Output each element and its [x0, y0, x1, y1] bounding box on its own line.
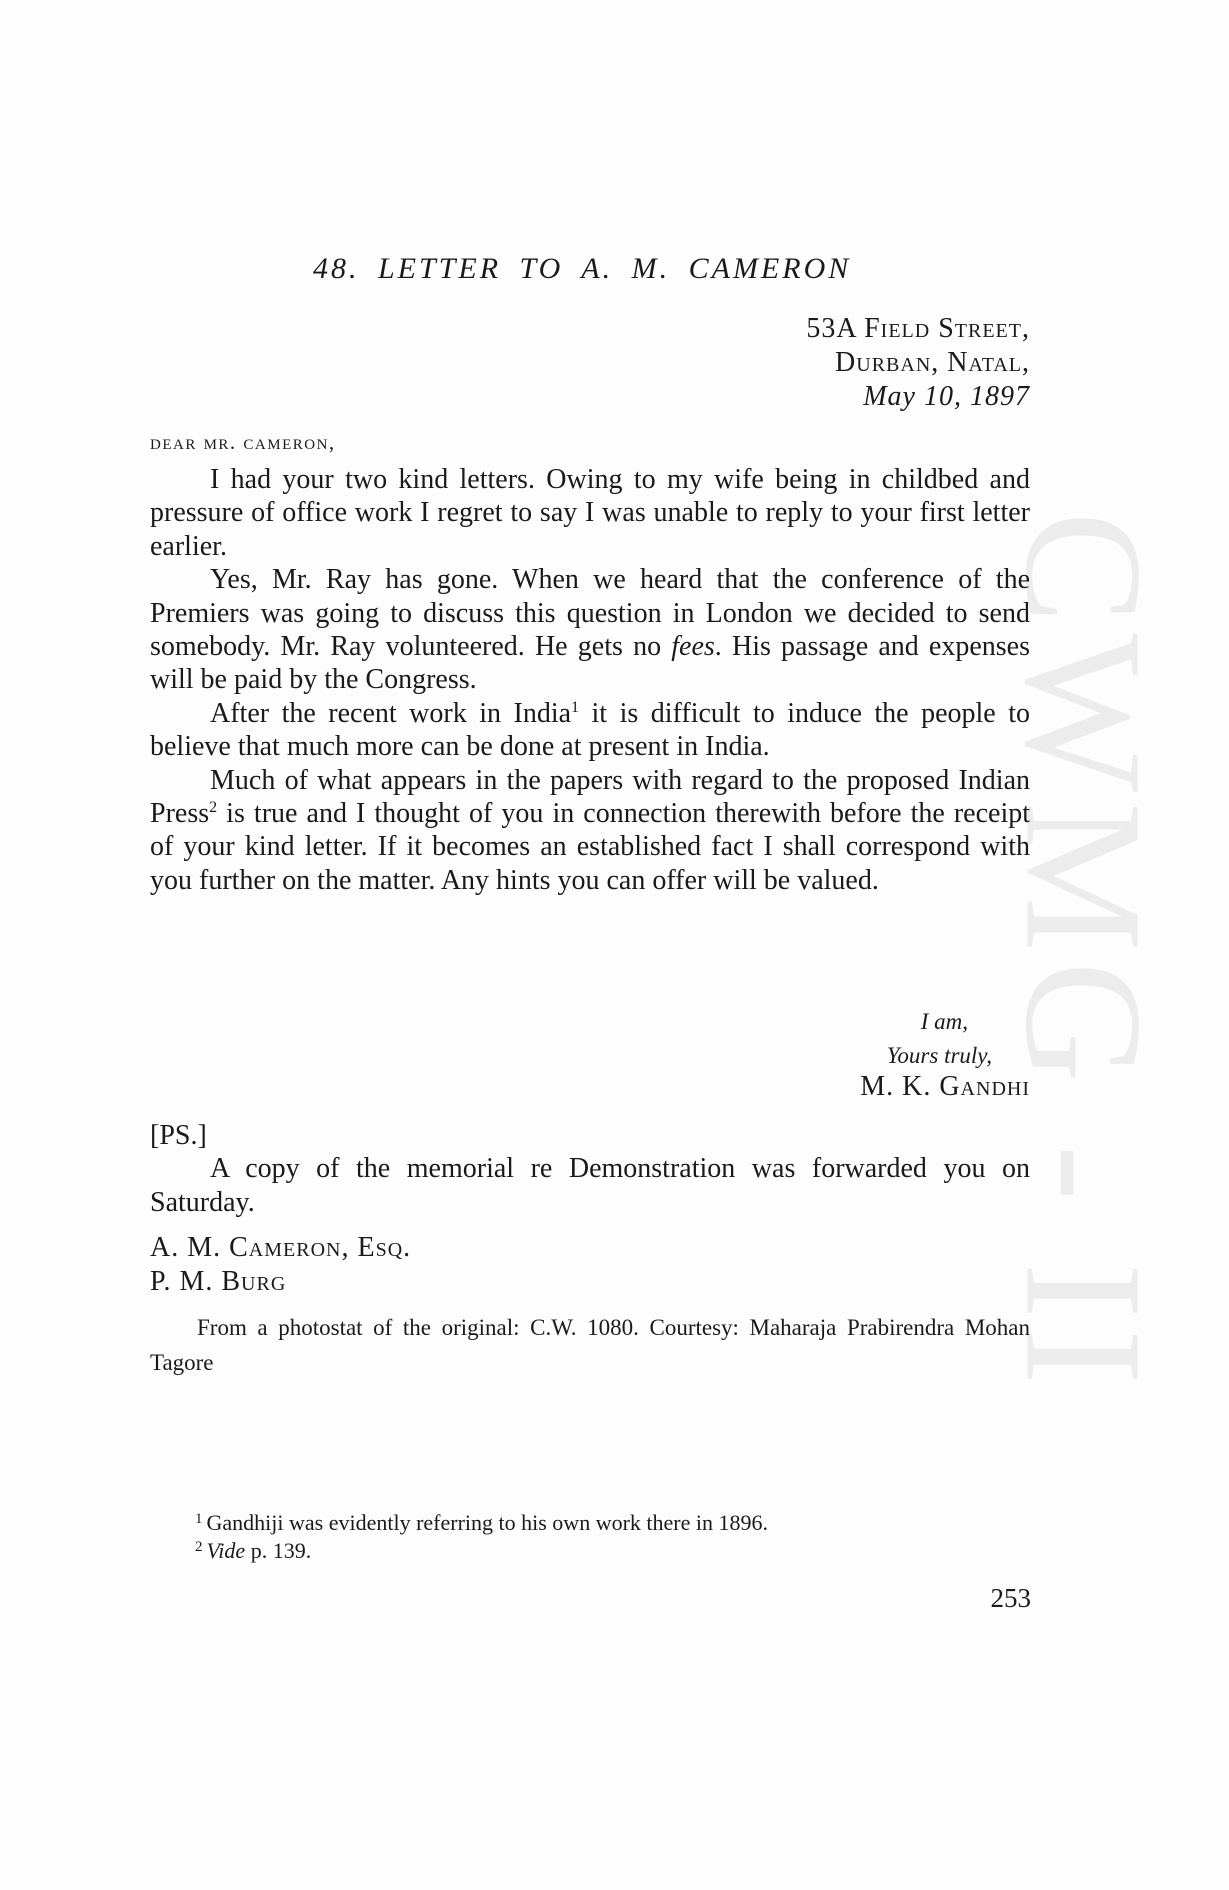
- source-note: [150, 1310, 1030, 1380]
- page-number: 253: [990, 1583, 1031, 1613]
- closing-line-2: Yours truly,: [886, 1043, 992, 1068]
- address-line-2: Durban, Natal,: [835, 347, 1030, 378]
- paragraph-1-text: I had your two kind letters. Owing to my wife being in childbed and pressure of office work I regret to say I was unable to reply to your first letter earlier.: [150, 464, 1030, 562]
- recipients: [150, 1231, 411, 1299]
- paragraph-4-text-a: Much of what appears in the papers with regard to the proposed Indian Press: [150, 764, 1030, 830]
- sender-address: [806, 312, 1030, 414]
- footnote-2-text: p. 139.: [245, 1538, 312, 1563]
- watermark-text: CWMG - II: [990, 511, 1176, 1395]
- postscript-label: [PS.]: [150, 1120, 207, 1151]
- paragraph-2: [150, 563, 1030, 697]
- letter-body: [150, 463, 1030, 897]
- footnote-1-marker: 1: [195, 1511, 203, 1527]
- signature: M. K. Gandhi: [860, 1071, 1030, 1102]
- footnote-2-marker: 2: [195, 1539, 203, 1555]
- address-line-1: 53A Field Street,: [806, 313, 1030, 344]
- footnotes: [195, 1509, 768, 1565]
- watermark: [990, 511, 1176, 1395]
- closing-line-1: I am,: [920, 1009, 968, 1034]
- source-note-text: From a photostat of the original: C.W. 1080. Courtesy: Maharaja Prabirendra Mohan Tagore: [150, 1315, 1030, 1375]
- footnote-ref-1: 1: [571, 698, 580, 716]
- footnote-1: [195, 1509, 768, 1537]
- postscript-text: A copy of the memorial re Demonstration was forwarded you on Saturday.: [150, 1153, 1030, 1218]
- footnote-ref-2: 2: [209, 799, 218, 817]
- letter-heading: [313, 252, 851, 286]
- paragraph-2-text-b: . His passage and expenses will be paid by the Congress.: [150, 631, 1031, 696]
- paragraph-3-text-a: After the recent work in India: [210, 697, 572, 729]
- paragraph-2-text-a: Yes, Mr. Ray has gone. When we heard that the conference of the Premiers was going to discuss this question in London we decided to send somebody. Mr. Ray volunteered. He gets no: [150, 564, 1030, 663]
- paragraph-3-text-b: it is difficult to induce the people to believe that much more can be done at present in India.: [150, 697, 1030, 763]
- footnote-2-emphasis: Vide: [206, 1538, 246, 1563]
- postscript: [150, 1152, 1030, 1220]
- heading-number: 48.: [313, 252, 360, 285]
- closing: [887, 1005, 1030, 1073]
- paragraph-1: [150, 463, 1030, 563]
- heading-title: LETTER TO A. M. CAMERON: [378, 252, 852, 285]
- recipient-line-2: P. M. Burg: [150, 1266, 287, 1297]
- paragraph-4-text-b: is true and I thought of you in connection therewith before the receipt of your kind letter. If it becomes an established fact I shall correspond with you further on the matter. Any hints you can offer will be valued.: [150, 798, 1030, 896]
- footnote-2: [195, 1537, 768, 1565]
- letter-date: May 10, 1897: [863, 381, 1030, 412]
- paragraph-2-emphasis: fees: [671, 631, 715, 663]
- paragraph-3: [150, 697, 1030, 764]
- salutation: dear mr. cameron,: [150, 430, 336, 454]
- recipient-line-1: A. M. Cameron, Esq.: [150, 1232, 412, 1263]
- footnote-1-text: Gandhiji was evidently referring to his own work there in 1896.: [206, 1510, 768, 1535]
- paragraph-4: [150, 764, 1030, 898]
